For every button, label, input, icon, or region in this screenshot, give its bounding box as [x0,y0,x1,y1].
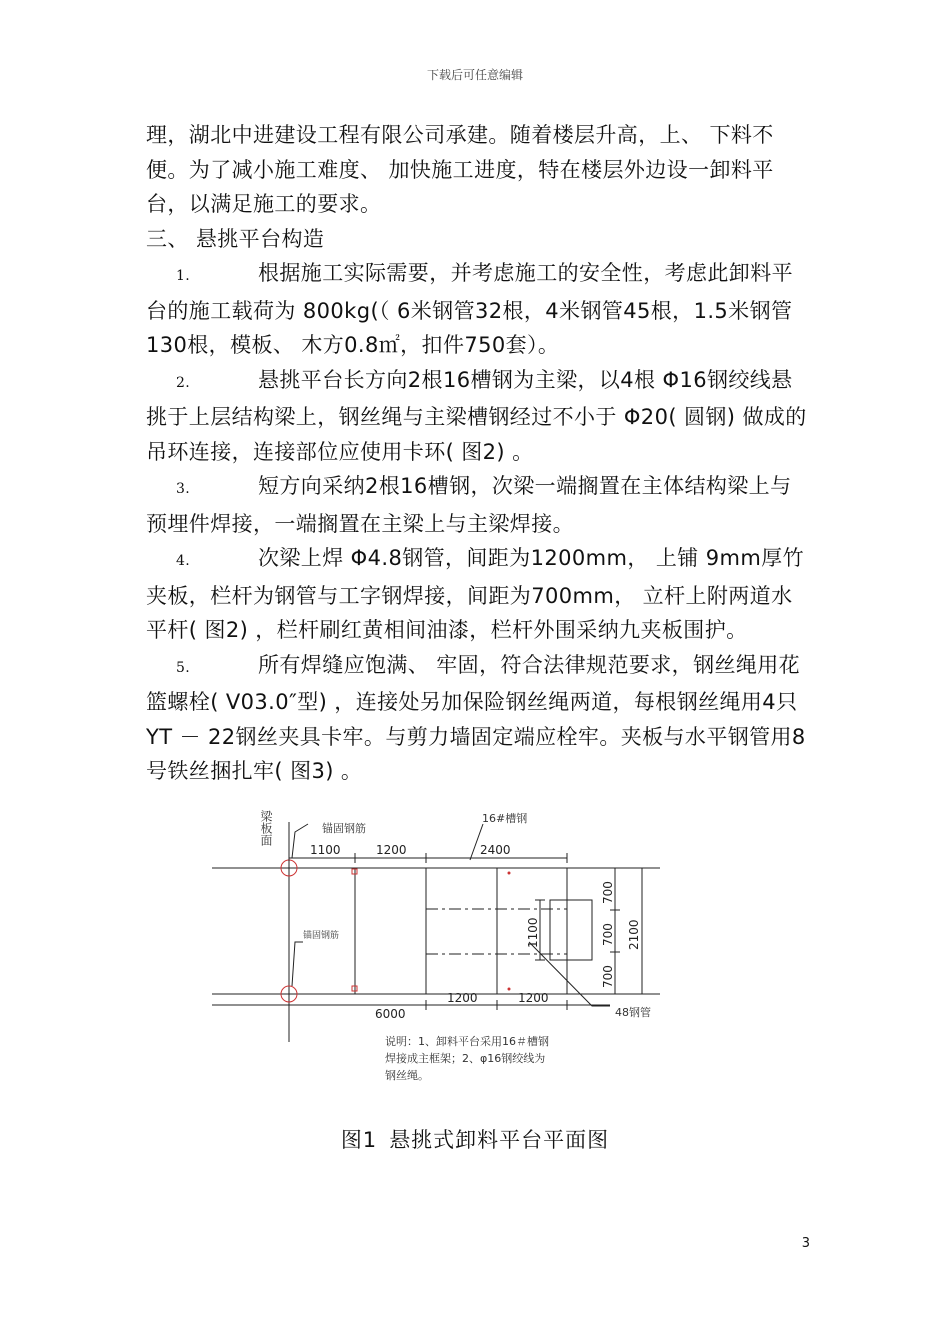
beam-face-label: 梁板面 [259,810,273,846]
item-number: 3. [176,481,191,497]
dim-1200-b2: 1200 [518,991,549,1005]
figure-caption [0,1124,950,1154]
note-line: 钢丝绳。 [385,1069,429,1082]
item-text: 根据施工实际需要，并考虑施工的安全性，考虑此卸料平台的施工载荷为 800kg(（ 6米钢管32根，4米钢管45根，1.5米钢管130根，模板、 木方0.8㎡，扣件750套）。 [146,261,793,357]
intro-paragraph: 理，湖北中进建设工程有限公司承建。随着楼层升高，上、 下料不便。为了减小施工难度、 加快施工进度，特在楼层外边设一卸料平台，以满足施工的要求。 [146,123,774,216]
list-item [146,363,808,470]
body-text [146,118,808,789]
page-header-note: 下载后可任意编辑 [426,68,523,82]
note-line: 说明：1、卸料平台采用16＃槽钢 [385,1035,549,1048]
dim-700-c: 700 [601,965,615,988]
dim-1200-top: 1200 [376,843,407,857]
dim-1200-b1: 1200 [447,991,478,1005]
item-text: 悬挑平台长方向2根16槽钢为主梁，以4根 Φ16钢绞线悬挑于上层结构梁上，钢丝绳与主梁槽钢经过不小于 Φ20( 圆钢) 做成的吊环连接，连接部位应使用卡环( 图2) 。 [146,367,807,464]
item-text: 次梁上焊 Φ4.8钢管，间距为1200mm， 上铺 9mm厚竹夹板，栏杆为钢管与工字钢焊接，间距为700mm， 立杆上附两道水平杆( 图2) ，栏杆刷红黄相间油漆，栏杆外围采纳九夹板围护。 [146,546,804,642]
dim-1100-vertical: 1100 [526,917,540,948]
leader-anchor-mid [292,942,303,986]
list-item [146,648,808,789]
item-number: 5. [176,659,191,676]
platform-plan-drawing [200,792,680,1092]
leader-anchor-top [292,824,308,858]
dim-700-b: 700 [601,923,615,946]
item-number: 1. [176,268,191,284]
dim-700-a: 700 [601,881,615,904]
page-number: 3 [801,1236,810,1251]
anchor-label-top: 锚固钢筋 [322,822,366,835]
dim-6000: 6000 [375,1007,406,1021]
opening-box [550,900,592,960]
list-item [146,541,808,648]
item-text: 所有焊缝应饱满、 牢固，符合法律规范要求，钢丝绳用花篮螺栓( V03.0″型) ，连接处另加保险钢丝绳两道，每根钢丝绳用4只YT － 22钢丝夹具卡牢。与剪力墙固定端应栓牢。夹板与水平钢管用8号铁丝捆扎牢( 图3) 。 [146,652,806,783]
note-line: 焊接成主框架；2、φ16钢绞线为 [385,1052,546,1065]
list-item [146,469,808,541]
item-text: 短方向采纳2根16槽钢，次梁一端搁置在主体结构梁上与预埋件焊接，一端搁置在主梁上与主梁焊接。 [146,474,792,536]
anchor-label-mid: 锚固钢筋 [303,931,340,941]
dim-1100-top: 1100 [310,843,341,857]
section-title: 三、 悬挑平台构造 [146,226,325,251]
item-number: 2. [176,374,191,391]
dim-2100: 2100 [627,919,641,950]
list-item [146,256,808,363]
channel-label: 16#槽钢 [482,812,528,825]
item-number: 4. [176,553,191,569]
dim-2400: 2400 [480,843,511,857]
caption-title: 悬挑式卸料平台平面图 [389,1128,610,1152]
caption-label: 图1 [340,1128,378,1152]
pipe-label: 48钢管 [615,1006,651,1019]
